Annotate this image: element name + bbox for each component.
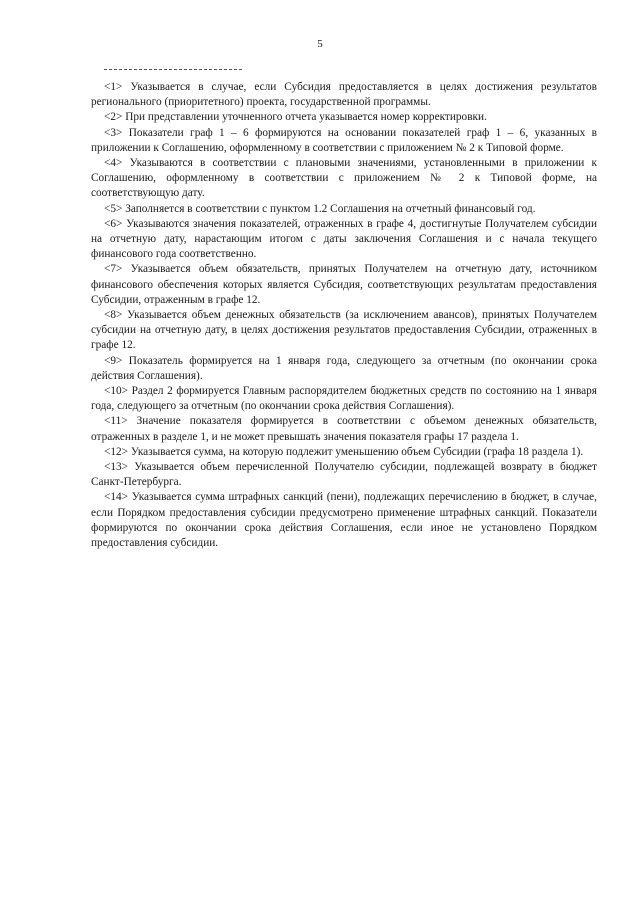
footnote-7: <7> Указывается объем обязательств, принятых Получателем на отчетную дату, источником финансового обеспечения которых является Субсидия, соответствующих результатам предоставления Субсидии, отраженным в графе 12. bbox=[91, 263, 597, 306]
page-number: 5 bbox=[317, 38, 323, 50]
footnote-13: <13> Указывается объем перечисленной Получателю субсидии, подлежащей возврату в бюджет Санкт-Петербурга. bbox=[91, 461, 597, 489]
footnote-14: <14> Указывается сумма штрафных санкций (пени), подлежащих перечислению в бюджет, в случае, если Порядком предоставления субсидии предусмотрено применение штрафных санкций. Показатели формируются по окончании срока действия Соглашения, если иное не установлено Порядком предоставления субсидии. bbox=[91, 491, 597, 550]
footnote-separator bbox=[104, 69, 242, 70]
footnote-4: <4> Указываются в соответствии с плановыми значениями, установленными в приложении к Соглашению, оформленному в соответствии с приложением № 2 к Типовой форме, на соответствующую дату. bbox=[91, 157, 597, 200]
footnote-1: <1> Указывается в случае, если Субсидия предоставляется в целях достижения результатов регионального (приоритетного) проекта, государственной программы. bbox=[91, 81, 597, 109]
footnote-11: <11> Значение показателя формируется в соответствии с объемом денежных обязательств, отраженных в разделе 1, и не может превышать значения показателя графы 17 раздела 1. bbox=[91, 415, 597, 443]
footnote-9: <9> Показатель формируется на 1 января года, следующего за отчетным (по окончании срока действия Соглашения). bbox=[91, 354, 597, 382]
footnote-10: <10> Раздел 2 формируется Главным распорядителем бюджетных средств по состоянию на 1 января года, следующего за отчетным (по окончании срока действия Соглашения). bbox=[91, 385, 597, 413]
footnote-8: <8> Указывается объем денежных обязательств (за исключением авансов), принятых Получателем субсидии на отчетную дату, в целях достижения результатов предоставления Субсидии, отраженных в графе 12. bbox=[91, 309, 597, 352]
footnote-3: <3> Показатели граф 1 – 6 формируются на основании показателей граф 1 – 6, указанных в приложении к Соглашению, оформленному в соответствии с приложением № 2 к Типовой форме. bbox=[91, 126, 597, 154]
footnote-5: <5> Заполняется в соответствии с пунктом 1.2 Соглашения на отчетный финансовый год. bbox=[104, 202, 536, 215]
footnote-6: <6> Указываются значения показателей, отраженных в графе 4, достигнутые Получателем субсидии на отчетную дату, нарастающим итогом с даты заключения Соглашения и с начала текущего финансового года соответственно. bbox=[91, 217, 597, 261]
footnote-2: <2> При представлении уточненного отчета указывается номер корректировки. bbox=[104, 111, 487, 124]
footnotes-list bbox=[91, 80, 597, 551]
footnote-12: <12> Указывается сумма, на которую подлежит уменьшению объем Субсидии (графа 18 раздела 1). bbox=[104, 445, 584, 458]
